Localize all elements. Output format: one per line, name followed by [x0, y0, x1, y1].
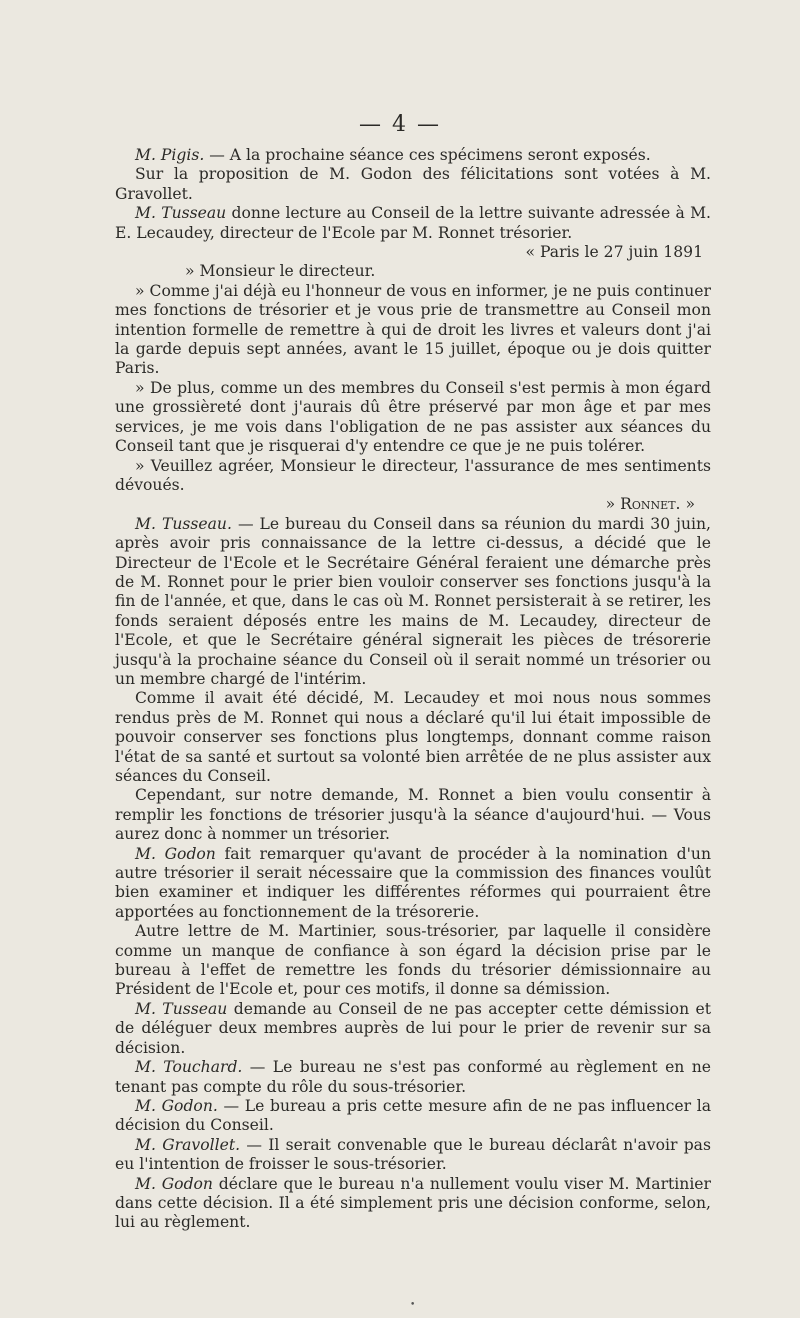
letter-salutation: » Monsieur le directeur. [185, 262, 376, 281]
paragraph: » Comme j'ai déjà eu l'honneur de vous en informer, je ne puis continuer mes fonctions de trésorier et je vous prie de transmettre au Conseil mon intention formelle de remettre à qui de droit les livres et valeurs dont j'ai la garde depuis sept années, avant le 15 juillet, époque ou je dois quitter Paris. [115, 281, 711, 378]
letter-date: « Paris le 27 juin 1891 [525, 243, 703, 262]
paragraph: M. Pigis. — A la prochaine séance ces spécimens seront exposés. [135, 146, 651, 164]
paragraph: M. Gravollet. — Il serait convenable que le bureau déclarât n'avoir pas eu l'intention de froisser le sous-trésorier. [115, 1135, 711, 1174]
paragraph: Sur la proposition de M. Godon des félicitations sont votées à M. Gravollet. [115, 165, 711, 203]
body-text [115, 146, 711, 1233]
paragraph: M. Touchard. — Le bureau ne s'est pas conformé au règlement en ne tenant pas compte du rôle du sous-trésorier. [115, 1058, 711, 1096]
letter-signature: » Ronnet. » [605, 495, 695, 514]
paragraph: Cependant, sur notre demande, M. Ronnet a bien voulu consentir à remplir les fonctions de trésorier jusqu'à la séance d'aujourd'hui. — Vous aurez donc à nommer un trésorier. [115, 786, 711, 844]
paragraph: M. Tusseau demande au Conseil de ne pas accepter cette démission et de déléguer deux membres auprès de lui pour le prier de revenir sur sa décision. [115, 999, 711, 1057]
paragraph: M. Godon. — Le bureau a pris cette mesure afin de ne pas influencer la décision du Conseil. [115, 1096, 711, 1135]
paragraph: » Veuillez agréer, Monsieur le directeur, l'assurance de mes sentiments dévoués. [115, 456, 711, 494]
paragraph: M. Godon déclare que le bureau n'a nullement voulu viser M. Martinier dans cette décision. Il a été simplement pris une décision conforme, selon, lui au règlement. [115, 1174, 711, 1232]
page-number: — 4 — [359, 112, 441, 137]
paragraph: M. Tusseau donne lecture au Conseil de la lettre suivante adressée à M. E. Lecaudey, directeur de l'Ecole par M. Ronnet trésorier. [115, 204, 711, 242]
paragraph: M. Godon fait remarquer qu'avant de procéder à la nomination d'un autre trésorier il serait nécessaire que la commission des finances voulût bien examiner et indiquer les différentes réformes qui pourraient être apportées au fonctionnement de la trésorerie. [115, 844, 711, 921]
paragraph: Autre lettre de M. Martinier, sous-trésorier, par laquelle il considère comme un manque de confiance à son égard la décision prise par le bureau à l'effet de remettre les fonds du trésorier démissionnaire au Président de l'Ecole et, pour ces motifs, il donne sa démission. [115, 922, 711, 999]
paragraph: Comme il avait été décidé, M. Lecaudey et moi nous nous sommes rendus près de M. Ronnet qui nous a déclaré qu'il lui était impossible de pouvoir conserver ses fonctions plus longtemps, donnant comme raison l'état de sa santé et surtout sa volonté bien arrêtée de ne plus assister aux séances du Conseil. [115, 689, 711, 785]
paragraph: M. Tusseau. — Le bureau du Conseil dans sa réunion du mardi 30 juin, après avoir pris connaissance de la lettre ci-dessus, a décidé que le Directeur de l'Ecole et le Secrétaire Général feraient une démarche près de M. Ronnet pour le prier bien vouloir conserver ses fonctions jusqu'à la fin de l'année, et que, dans le cas où M. Ronnet persisterait à se retirer, les fonds seraient déposés entre les mains de M. Lecaudey, directeur de l'Ecole, et que le Secrétaire général signerait les pièces de trésorerie jusqu'à la prochaine séance du Conseil où il serait nommé un trésorier ou un membre chargé de l'intérim. [115, 514, 711, 688]
printer-mark: • [410, 1300, 416, 1310]
paragraph: » De plus, comme un des membres du Conseil s'est permis à mon égard une grossièreté dont j'aurais dû être préservé par mon âge et par mes services, je me vois dans l'obligation de ne pas assister aux séances du Conseil tant que je risquerai d'y entendre ce que je ne puis tolérer. [115, 378, 711, 456]
